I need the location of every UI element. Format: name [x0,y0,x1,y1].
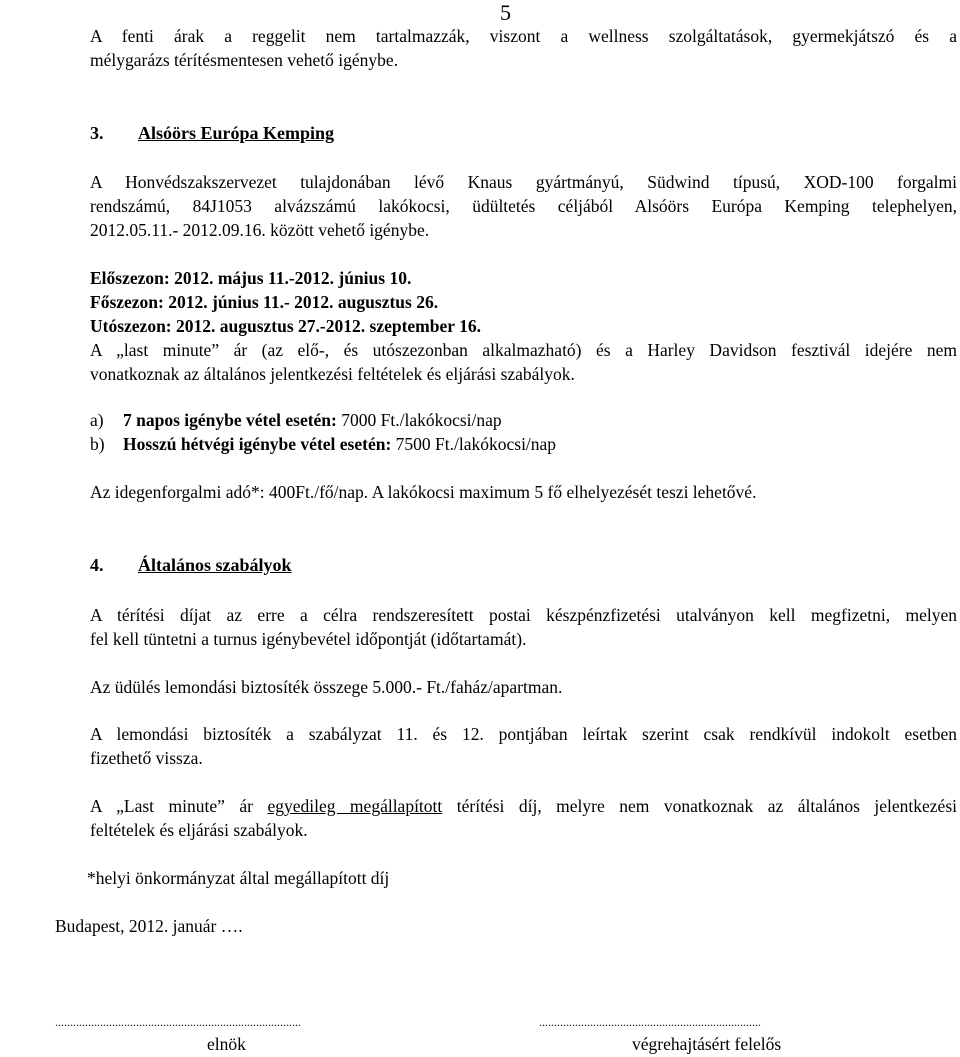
season-post [90,314,481,338]
page-number: 5 [500,0,511,25]
refund-line: fizethető vissza. [90,748,203,768]
list-marker: a) [90,410,104,430]
last-minute-paragraph [90,338,957,386]
price-item-a [90,408,502,432]
intro-line: mélygarázs térítésmentesen vehető igénybe. [90,50,399,70]
section-4-heading [90,553,292,577]
signature-title-right: végrehajtásért felelős [632,1034,782,1054]
text-fragment: térítési díj, melyre nem vonatkoznak az általános jelentkezési [442,796,957,816]
last-minute-rule-line: feltételek és eljárási szabályok. [90,820,308,840]
intro-line: A fenti árak a reggelit nem tartalmazzák, viszont a wellness szolgáltatások, gyermekjátszó és a [90,26,957,46]
refund-line: A lemondási biztosíték a szabályzat 11. és 12. pontjában leírtak szerint csak rendkívül indokolt esetben [90,724,957,744]
season-main [90,290,438,314]
footnote: *helyi önkormányzat által megállapított díj [87,868,390,888]
season-main-text: Főszezon: 2012. június 11.- 2012. augusztus 26. [90,292,439,312]
deposit-paragraph: Az üdülés lemondási biztosíték összege 5.000.- Ft./faház/apartman. [90,677,563,697]
season-post-text: Utószezon: 2012. augusztus 27.-2012. szeptember 16. [90,316,481,336]
underlined-fragment: egyedileg megállapított [267,796,443,816]
last-minute-line: vonatkoznak az általános jelentkezési feltételek és eljárási szabályok. [90,364,575,384]
text-fragment: A „Last minute” ár [90,796,268,816]
refund-paragraph [90,722,957,770]
last-minute-line: A „last minute” ár (az elő-, és utószezonban alkalmazható) és a Harley Davidson fesztivál idejére nem [90,340,957,360]
signature-title-left: elnök [207,1034,246,1054]
description-line: 2012.05.11.- 2012.09.16. között vehető igénybe. [90,220,430,240]
season-pre [90,266,411,290]
intro-paragraph [90,24,957,72]
payment-line: A térítési díjat az erre a célra rendszeresített postai készpénzfizetési utalványon kell megfizetni, melyen [90,605,957,625]
payment-line: fel kell tüntetni a turnus igénybevétel időpontját (időtartamát). [90,629,527,649]
section-title: Alsóörs Európa Kemping [138,123,335,143]
price-item-b [90,432,557,456]
payment-paragraph [90,603,957,651]
tax-note: Az idegenforgalmi adó*: 400Ft./fő/nap. A lakókocsi maximum 5 fő elhelyezését teszi lehetővé. [90,482,757,502]
signature-line-right: .......................................................................... [539,1015,761,1029]
description-line: A Honvédszakszervezet tulajdonában lévő Knaus gyártmányú, Südwind típusú, XOD-100 forgalmi [90,172,957,192]
description-line: rendszámú, 84J1053 alvázszámú lakókocsi, üdültetés céljából Alsóörs Európa Kemping telephelyen, [90,196,957,216]
place-date: Budapest, 2012. január …. [55,916,243,936]
price-label: 7 napos igénybe vétel esetén: [123,410,337,430]
price-value: 7000 Ft./lakókocsi/nap [341,410,502,430]
camping-description [90,170,957,242]
last-minute-rule-paragraph [90,794,957,842]
section-number: 3. [90,123,104,143]
section-number: 4. [90,555,104,575]
season-pre-text: Előszezon: 2012. május 11.-2012. június 10. [90,268,412,288]
price-label: Hosszú hétvégi igénybe vétel esetén: [123,434,392,454]
list-marker: b) [90,434,105,454]
last-minute-rule-line [90,794,957,818]
signature-line-left: .................................................................................. [55,1015,301,1029]
section-3-heading [90,121,335,145]
price-value: 7500 Ft./lakókocsi/nap [395,434,557,454]
section-title: Általános szabályok [138,555,292,575]
